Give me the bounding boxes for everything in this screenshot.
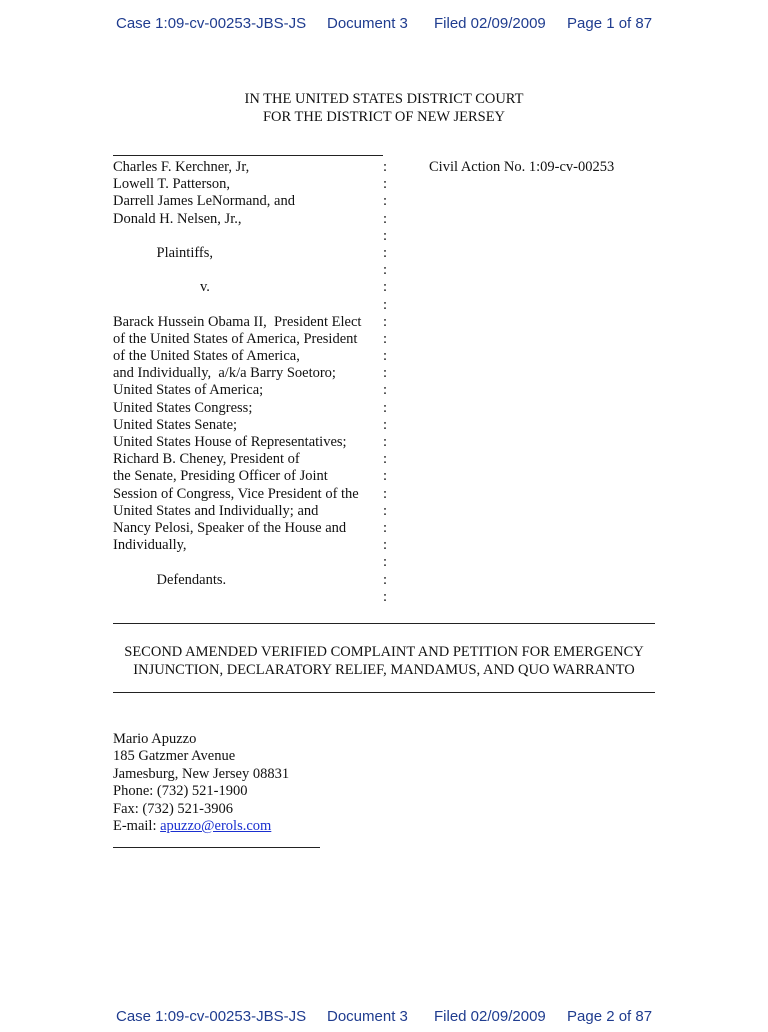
caption-colon: :	[383, 227, 388, 244]
caption-colon: :	[383, 279, 388, 296]
document-title	[113, 644, 655, 679]
party-line: Nancy Pelosi, Speaker of the House and	[113, 519, 347, 536]
caption-colon: :	[383, 399, 388, 416]
party-line: United States and Individually; and	[113, 502, 319, 519]
caption-colon: :	[383, 176, 388, 193]
caption-colon: :	[383, 382, 388, 399]
party-line: Lowell T. Patterson,	[113, 176, 231, 193]
caption-top-rule	[113, 155, 383, 156]
caption-colon: :	[383, 502, 388, 519]
page-indicator: Page 1 of 87	[567, 15, 653, 32]
caption-colon: :	[383, 571, 388, 588]
title-top-rule	[113, 623, 655, 624]
party-line: the Senate, Presiding Officer of Joint	[113, 468, 328, 485]
case-number: Case 1:09-cv-00253-JBS-JS	[116, 15, 307, 32]
caption-colon: :	[383, 159, 388, 175]
attorney-email-row	[113, 818, 289, 835]
party-line: Plaintiffs,	[113, 244, 214, 261]
party-line	[113, 297, 383, 314]
party-line: of the United States of America,	[113, 348, 300, 365]
caption-colon: :	[383, 193, 388, 210]
caption-colon: :	[383, 244, 388, 261]
attorney-bottom-rule	[113, 847, 320, 848]
next-page-header	[0, 1008, 768, 1032]
party-line: Individually,	[113, 537, 187, 554]
party-line	[113, 589, 383, 606]
caption-colon: :	[383, 519, 388, 536]
title-line-2: INJUNCTION, DECLARATORY RELIEF, MANDAMUS, AND QUO WARRANTO	[133, 661, 635, 678]
party-line: v.	[113, 279, 210, 296]
document-number: Document 3	[327, 1008, 408, 1025]
party-line: United States Senate;	[113, 416, 238, 433]
party-line: Donald H. Nelsen, Jr.,	[113, 210, 242, 227]
email-label: E-mail:	[113, 817, 161, 834]
attorney-street: 185 Gatzmer Avenue	[113, 748, 236, 765]
court-name: IN THE UNITED STATES DISTRICT COURT	[244, 91, 524, 107]
caption-colon: :	[383, 416, 388, 433]
page-indicator: Page 2 of 87	[567, 1008, 653, 1025]
email-link[interactable]: apuzzo@erols.com	[160, 817, 272, 834]
parties-block	[113, 159, 383, 606]
title-line-1: SECOND AMENDED VERIFIED COMPLAINT AND PETITION FOR EMERGENCY	[124, 644, 644, 660]
civil-action-number: Civil Action No. 1:09-cv-00253	[429, 159, 615, 175]
caption-colon: :	[383, 313, 388, 330]
case-number: Case 1:09-cv-00253-JBS-JS	[116, 1008, 307, 1025]
attorney-fax: Fax: (732) 521-3906	[113, 800, 234, 817]
caption-colon-column	[383, 159, 387, 606]
party-line	[113, 228, 383, 245]
attorney-city: Jamesburg, New Jersey 08831	[113, 765, 290, 782]
party-line: Barack Hussein Obama II, President Elect	[113, 313, 362, 330]
page-header	[0, 15, 768, 39]
caption-colon: :	[383, 210, 388, 227]
court-caption	[0, 90, 768, 126]
caption-colon: :	[383, 262, 388, 279]
caption-colon: :	[383, 330, 388, 347]
party-line: Richard B. Cheney, President of	[113, 451, 300, 468]
party-line: United States House of Representatives;	[113, 434, 347, 450]
caption-colon: :	[383, 348, 388, 365]
caption-colon: :	[383, 485, 388, 502]
document-number: Document 3	[327, 15, 408, 32]
attorney-name: Mario Apuzzo	[113, 731, 197, 747]
filed-date: Filed 02/09/2009	[434, 1008, 546, 1025]
party-line: and Individually, a/k/a Barry Soetoro;	[113, 365, 336, 382]
caption-colon: :	[383, 434, 388, 450]
attorney-block	[113, 731, 289, 835]
filed-date: Filed 02/09/2009	[434, 15, 546, 32]
caption-colon: :	[383, 537, 388, 554]
caption-colon: :	[383, 588, 388, 605]
party-line: of the United States of America, President	[113, 330, 358, 347]
caption-colon: :	[383, 554, 388, 571]
party-line: United States Congress;	[113, 399, 253, 416]
caption-colon: :	[383, 451, 388, 468]
title-bottom-rule	[113, 692, 655, 693]
party-line: Session of Congress, Vice President of the	[113, 485, 359, 502]
caption-colon: :	[383, 365, 388, 382]
caption-colon: :	[383, 468, 388, 485]
party-line	[113, 554, 383, 571]
court-district: FOR THE DISTRICT OF NEW JERSEY	[262, 109, 506, 125]
party-line	[113, 262, 383, 279]
party-line: Defendants.	[113, 571, 227, 588]
party-line: United States of America;	[113, 382, 264, 399]
attorney-phone: Phone: (732) 521-1900	[113, 783, 248, 800]
party-line: Charles F. Kerchner, Jr,	[113, 159, 250, 175]
caption-colon: :	[383, 296, 388, 313]
party-line: Darrell James LeNormand, and	[113, 193, 295, 210]
